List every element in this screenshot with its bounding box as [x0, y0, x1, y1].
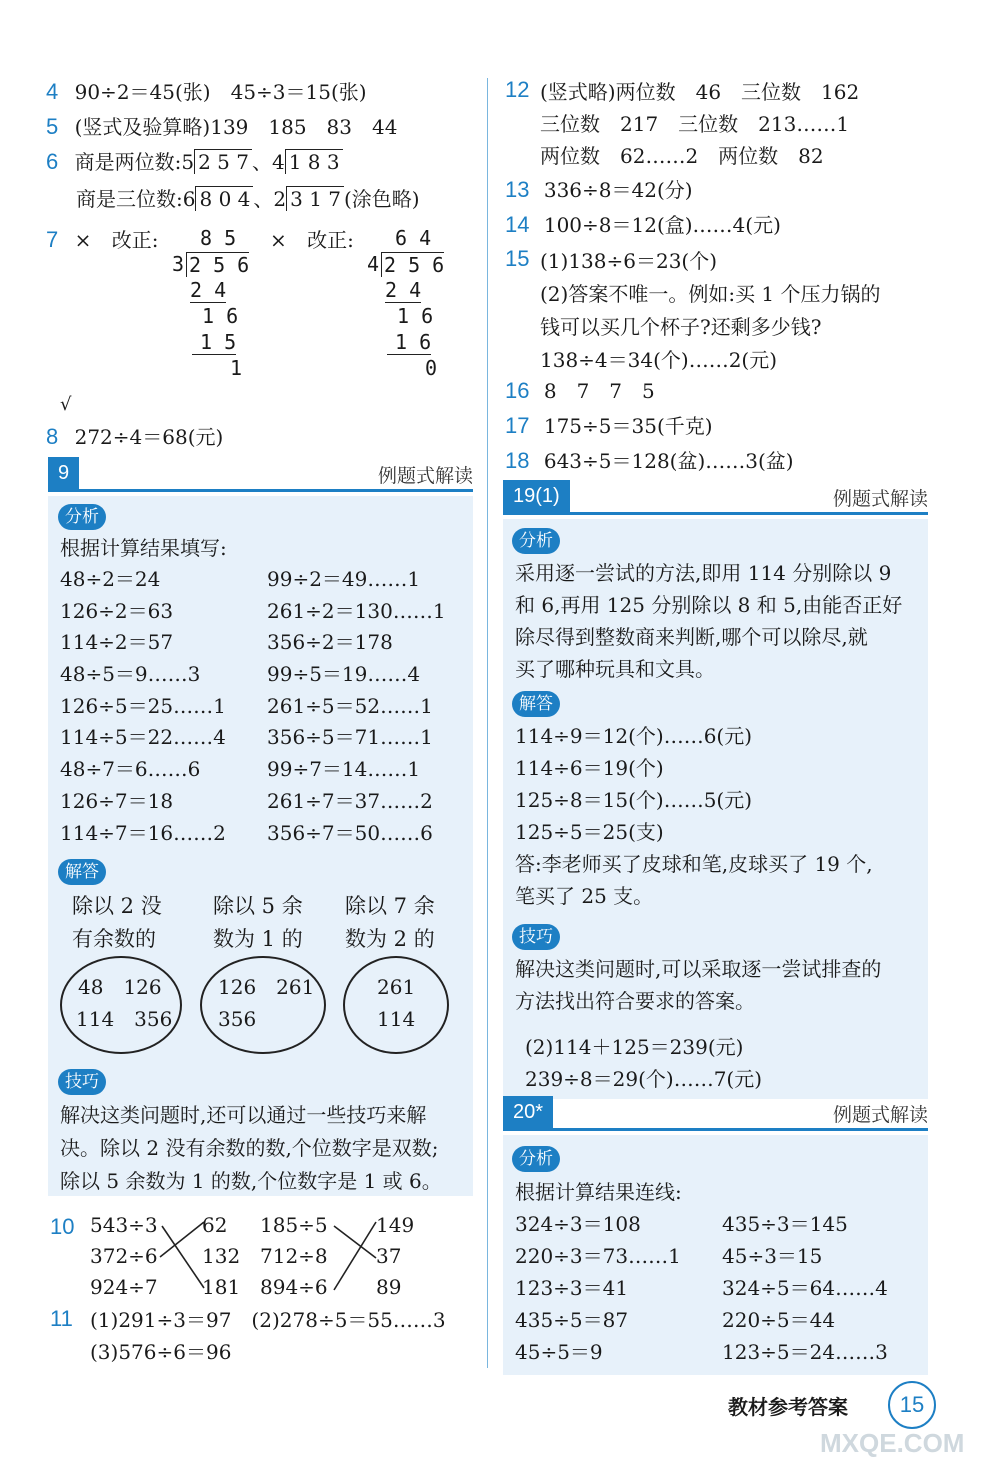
tip-text — [60, 1099, 442, 1198]
section-number: 9 — [48, 457, 79, 489]
question-number: 14 — [505, 212, 530, 237]
answer-line: 138÷4＝34(个)……2(元) — [540, 348, 778, 372]
wrong-mark: × — [270, 228, 287, 252]
section-19-header — [503, 480, 928, 515]
answer-text — [515, 720, 873, 912]
analysis-line: 采用逐一尝试的方法,即用 114 分别除以 9 — [515, 561, 892, 585]
match-item: 924÷7 — [90, 1275, 158, 1299]
match-item: 894÷6 — [260, 1275, 328, 1299]
result-line: 114÷5＝22……4 — [60, 725, 226, 750]
question-17 — [505, 411, 713, 441]
result-line: 48÷7＝6……6 — [60, 757, 201, 782]
tip-line: 方法找出符合要求的答案。 — [515, 989, 755, 1013]
question-8 — [46, 422, 223, 452]
match-item: 132 — [202, 1244, 241, 1268]
divisor: 4 — [271, 150, 285, 174]
question-number: 18 — [505, 448, 530, 473]
correction-label: 改正: — [307, 228, 354, 252]
answer-line: 三位数 217 三位数 213……1 — [540, 112, 850, 136]
line-prefix: 商是三位数: — [76, 187, 183, 211]
line-prefix: 商是两位数: — [74, 150, 182, 174]
answer-line: 239÷8＝29(个)……7(元) — [525, 1067, 763, 1091]
result-line: 99÷5＝19……4 — [267, 662, 421, 687]
result-line: 123÷5＝24……3 — [722, 1340, 888, 1364]
result-line: 126÷7＝18 — [60, 788, 174, 813]
oval-row: 126 261 — [218, 975, 315, 999]
quotient: 8 5 — [200, 226, 237, 250]
section-9-header — [48, 457, 473, 492]
analysis-intro: 根据计算结果填写: — [60, 536, 227, 560]
result-line: 261÷7＝37……2 — [267, 788, 433, 813]
match-lines-2 — [332, 1212, 382, 1302]
result-line: 356÷2＝178 — [267, 630, 393, 655]
question-number: 10 — [50, 1214, 75, 1239]
quotient: 6 4 — [395, 226, 432, 250]
long-division-1 — [170, 226, 260, 386]
answer-text: 643÷5＝128(盆)……3(盆) — [543, 449, 794, 473]
results-col2 — [267, 564, 446, 849]
answer-tag: 解答 — [512, 691, 560, 717]
question-number: 16 — [505, 378, 530, 403]
check-mark: √ — [60, 394, 72, 415]
result-line: 220÷5＝44 — [722, 1308, 836, 1332]
answer-text: 175÷5＝35(千克) — [543, 414, 713, 438]
answer-line: 两位数 62……2 两位数 82 — [540, 144, 824, 168]
caption-line: 除以 7 余 — [345, 894, 435, 918]
footer-label: 教材参考答案 — [728, 1395, 848, 1419]
oval-row: 48 126 — [78, 975, 162, 999]
separator: 、 — [253, 187, 274, 211]
answer-line: (2)114＋125＝239(元) — [525, 1035, 744, 1059]
match-item: 62 — [202, 1213, 228, 1237]
question-6 — [46, 147, 343, 177]
step: 1 5 — [192, 330, 236, 355]
analysis-line: 除尽得到整数商来判断,哪个可以除尽,就 — [515, 625, 868, 649]
correction-label: 改正: — [111, 228, 159, 252]
analysis-tag: 分析 — [58, 504, 106, 530]
results-col1 — [60, 564, 226, 849]
group-2-caption — [213, 890, 303, 956]
answer-line: 钱可以买几个杯子?还剩多少钱? — [540, 315, 822, 339]
match-item: 185÷5 — [260, 1213, 328, 1237]
question-number: 17 — [505, 413, 530, 438]
result-line: 126÷2＝63 — [60, 598, 174, 623]
question-7 — [46, 225, 158, 255]
answer-line: (2)答案不唯一。例如:买 1 个压力锅的 — [540, 282, 881, 306]
caption-line: 除以 5 余 — [213, 894, 303, 918]
result-line: 324÷3＝108 — [515, 1212, 641, 1236]
question-7-second — [270, 225, 354, 255]
question-14 — [505, 210, 781, 240]
result-line: 356÷5＝71……1 — [267, 725, 433, 750]
page-number: 15 — [888, 1381, 936, 1429]
match-lines-1 — [158, 1212, 208, 1302]
question-number: 15 — [505, 246, 530, 271]
caption-line: 除以 2 没 — [72, 894, 162, 918]
tip-tag: 技巧 — [512, 924, 560, 950]
separator: 、 — [251, 150, 272, 174]
part-2 — [525, 1031, 762, 1095]
answer-text: 8 7 7 5 — [543, 379, 655, 403]
match-item: 181 — [202, 1275, 241, 1299]
match-item: 37 — [376, 1244, 402, 1268]
result-line: 45÷3＝15 — [722, 1244, 823, 1268]
result-line: 114÷7＝16……2 — [60, 820, 226, 845]
question-number: 6 — [46, 149, 59, 174]
oval-row: 114 356 — [76, 1007, 173, 1031]
dividend: 2 5 6 — [381, 252, 444, 277]
result-line: 261÷5＝52……1 — [267, 693, 433, 718]
result-line: 99÷2＝49……1 — [267, 567, 421, 591]
question-5 — [46, 112, 397, 142]
answer-text: 272÷4＝68(元) — [74, 425, 224, 449]
suffix: (涂色略) — [344, 187, 420, 211]
dividend: 1 8 3 — [285, 149, 343, 174]
results-col1 — [515, 1208, 681, 1368]
result-line: 48÷5＝9……3 — [60, 662, 201, 687]
section-number: 20* — [503, 1096, 553, 1128]
question-number: 5 — [46, 114, 59, 139]
group-3-caption — [345, 890, 435, 956]
oval-row: 356 — [218, 1007, 257, 1031]
divisor: 4 — [367, 252, 380, 276]
tip-line: 决。除以 2 没有余数的数,个位数字是双数; — [60, 1136, 439, 1160]
section-number: 19(1) — [503, 480, 570, 512]
result-line: 126÷5＝25……1 — [60, 693, 226, 718]
dividend: 2 5 7 — [194, 149, 252, 174]
answer-text: 100÷8＝12(盒)……4(元) — [543, 213, 781, 237]
results-col2 — [722, 1208, 888, 1368]
answer-tag: 解答 — [58, 859, 106, 885]
answer-line: (1)138÷6＝23(个) — [540, 249, 718, 273]
question-number: 12 — [505, 77, 530, 102]
question-4 — [46, 77, 367, 107]
divisor: 6 — [182, 187, 196, 211]
section-20-header — [503, 1096, 928, 1131]
answer-line: (竖式略)两位数 46 三位数 162 — [540, 80, 860, 104]
answer-line: 答:李老师买了皮球和笔,皮球买了 19 个, — [515, 852, 873, 876]
answer-line: 125÷5＝25(支) — [515, 820, 664, 844]
tip-text — [515, 953, 881, 1017]
dividend: 8 0 4 — [195, 186, 253, 211]
step: 2 4 — [385, 278, 422, 302]
group-1-oval — [60, 956, 182, 1054]
question-number: 8 — [46, 424, 59, 449]
oval-row: 114 — [377, 1007, 416, 1031]
tip-line: 解决这类问题时,还可以通过一些技巧来解 — [60, 1103, 427, 1127]
result-line: 99÷7＝14……1 — [267, 757, 421, 782]
match-item: 89 — [376, 1275, 402, 1299]
answer-line: 125÷8＝15(个)……5(元) — [515, 788, 753, 812]
analysis-intro: 根据计算结果连线: — [515, 1180, 682, 1204]
answer-line: 114÷6＝19(个) — [515, 756, 664, 780]
question-number: 13 — [505, 177, 530, 202]
group-2-oval — [200, 956, 326, 1054]
analysis-tag: 分析 — [512, 1146, 560, 1172]
section-title: 例题式解读 — [377, 465, 473, 487]
divisor: 5 — [181, 150, 195, 174]
match-left-a — [90, 1210, 158, 1303]
result-line: 114÷2＝57 — [60, 630, 174, 655]
remainder: 1 — [230, 356, 243, 380]
answer-text: (1)291÷3＝97 (2)278÷5＝55……3 — [90, 1308, 446, 1332]
tip-tag: 技巧 — [58, 1069, 106, 1095]
result-line: 123÷3＝41 — [515, 1276, 629, 1300]
watermark: MXQE.COM — [820, 1428, 965, 1458]
result-line: 435÷3＝145 — [722, 1212, 848, 1236]
dividend: 2 5 6 — [186, 252, 249, 277]
question-6-line2 — [76, 184, 420, 214]
match-item: 712÷8 — [260, 1244, 328, 1268]
analysis-line: 买了哪种玩具和文具。 — [515, 657, 715, 681]
result-line: 356÷7＝50……6 — [267, 820, 433, 845]
group-1-caption — [72, 890, 162, 956]
dividend: 3 1 7 — [286, 186, 344, 211]
answer-line: 笔买了 25 支。 — [515, 884, 654, 908]
oval-row: 261 — [377, 975, 416, 999]
result-line: 220÷3＝73……1 — [515, 1244, 681, 1268]
question-number: 4 — [46, 79, 59, 104]
section-title: 例题式解读 — [832, 1104, 928, 1126]
answer-line: 114÷9＝12(个)……6(元) — [515, 724, 753, 748]
question-12 — [540, 76, 859, 172]
long-division-2 — [365, 226, 455, 386]
question-15 — [540, 245, 881, 377]
match-item: 543÷3 — [90, 1213, 158, 1237]
result-line: 261÷2＝130……1 — [267, 598, 446, 623]
question-13 — [505, 175, 693, 205]
analysis-line: 和 6,再用 125 分别除以 8 和 5,由能否正好 — [515, 593, 903, 617]
match-right-c — [260, 1210, 328, 1303]
group-3-oval — [343, 956, 449, 1054]
answer-text: 336÷8＝42(分) — [543, 178, 693, 202]
result-line: 435÷5＝87 — [515, 1308, 629, 1332]
step: 2 4 — [190, 278, 227, 302]
step: 1 6 — [397, 304, 434, 328]
match-item: 372÷6 — [90, 1244, 158, 1268]
analysis-text — [515, 557, 902, 685]
question-number: 11 — [50, 1306, 73, 1331]
step: 1 6 — [387, 330, 431, 355]
result-line: 48÷2＝24 — [60, 567, 161, 591]
tip-line: 解决这类问题时,可以采取逐一尝试排查的 — [515, 957, 882, 981]
divisor: 2 — [273, 187, 287, 211]
result-line: 45÷5＝9 — [515, 1340, 603, 1364]
question-number: 7 — [46, 227, 59, 252]
question-16 — [505, 376, 655, 406]
result-line: 324÷5＝64……4 — [722, 1276, 888, 1300]
caption-line: 数为 2 的 — [345, 927, 435, 951]
answer-text: (竖式及验算略)139 185 83 44 — [74, 115, 398, 139]
answer-text: (3)576÷6＝96 — [90, 1340, 232, 1364]
remainder: 0 — [425, 356, 438, 380]
step: 1 6 — [202, 304, 239, 328]
caption-line: 有余数的 — [72, 927, 156, 951]
tip-line: 除以 5 余数为 1 的数,个位数字是 1 或 6。 — [60, 1169, 442, 1193]
match-item: 149 — [376, 1213, 415, 1237]
divisor: 3 — [172, 252, 185, 276]
answer-text: 90÷2＝45(张) 45÷3＝15(张) — [74, 80, 367, 104]
question-18 — [505, 446, 794, 476]
column-divider — [487, 78, 488, 1368]
analysis-tag: 分析 — [512, 528, 560, 554]
caption-line: 数为 1 的 — [213, 927, 303, 951]
section-title: 例题式解读 — [832, 488, 928, 510]
wrong-mark: × — [74, 228, 92, 252]
